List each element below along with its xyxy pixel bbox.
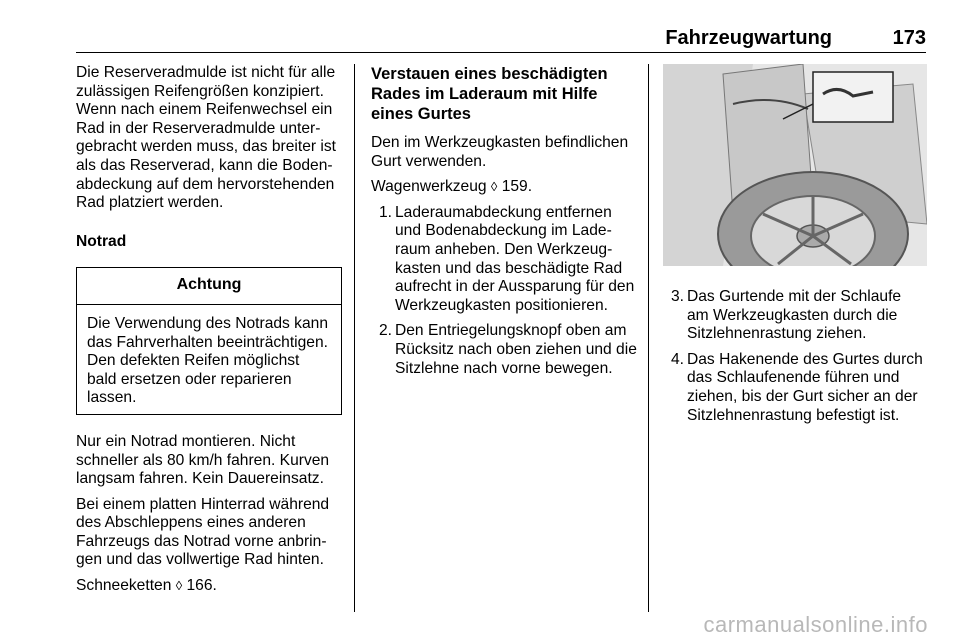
trunk-illustration	[663, 64, 927, 266]
step-number: 3.	[671, 288, 685, 305]
reference-page-link[interactable]: 166.	[186, 577, 217, 595]
reference-arrow-icon: ◊	[175, 578, 183, 594]
step-number: 4.	[671, 350, 685, 368]
tool-reference	[371, 178, 637, 197]
reference-arrow-icon: ◊	[490, 179, 498, 195]
column-divider	[648, 64, 649, 612]
notrad-paragraph-1: Nur ein Notrad montieren. Nicht schneller als 80 km/h fahren. Kurven langsam fahren. Kein Dauereinsatz.	[76, 432, 330, 488]
step-text: Das Gurtende mit der Schlaufe am Werkzeugkasten durch die Sitzlehnenrastung ziehen.	[687, 288, 902, 343]
watermark: carmanualsonline.info	[703, 612, 928, 637]
step-list	[371, 204, 637, 378]
section-heading: Verstauen eines beschädigten Rades im Laderaum mit Hilfe eines Gurtes	[371, 65, 608, 123]
notrad-heading: Notrad	[76, 232, 127, 250]
step-item	[371, 204, 637, 316]
warning-box	[76, 267, 342, 415]
intro-paragraph: Die Reserveradmulde ist nicht für alle zulässigen Reifengrößen konzipiert. Wenn nach einem Reifenwechsel ein Rad in der Reserveradmulde untergebracht werden muss, das breiter ist als das Reserverad, kann die Bodenabdeckung auf dem hervorstehenden Rad platziert werden.	[76, 64, 337, 212]
step-item	[663, 288, 927, 344]
step-text: Den Entriegelungsknopf oben am Rücksitz nach oben ziehen und die Sitzlehne nach vorne bewegen.	[395, 322, 637, 377]
step-number: 1.	[379, 203, 393, 221]
step-list	[663, 288, 927, 425]
step-item	[663, 351, 927, 425]
reference-label: Wagenwerkzeug	[371, 178, 487, 196]
notrad-paragraph-2: Bei einem platten Hinterrad während des Abschleppens eines anderen Fahrzeugs das Notrad vorne anbringen und das vollwertige Rad hinten.	[76, 495, 330, 569]
warning-text: Die Verwendung des Notrads kann das Fahrverhalten beeinträchtigen. Den defekten Reifen möglichst bald ersetzen oder reparieren lassen.	[87, 314, 328, 407]
header-title: Fahrzeugwartung	[665, 27, 832, 49]
belt-paragraph: Den im Werkzeugkasten befindlichen Gurt verwenden.	[371, 134, 629, 170]
column-middle	[371, 64, 637, 385]
page-number: 173	[892, 27, 926, 49]
step-text: Das Hakenende des Gurtes durch das Schlaufenende führen und ziehen, bis der Gurt sicher an der Sitzlehnenrastung befestigt ist.	[687, 350, 923, 424]
warning-title: Achtung	[77, 268, 341, 305]
column-divider	[354, 64, 355, 612]
column-left	[76, 64, 342, 603]
column-right	[663, 64, 927, 432]
page-header	[76, 26, 926, 53]
reference-label: Schneeketten	[76, 577, 172, 595]
reference-page-link[interactable]: 159.	[501, 178, 533, 196]
step-text: Laderaumabdeckung entfernen und Bodenabdeckung im Laderaum anheben. Den Werkzeugkasten und das beschädigte Rad aufrecht in der Aussparung für den Werkzeugkasten positionieren.	[395, 203, 635, 314]
snow-chain-reference	[76, 577, 342, 596]
step-number: 2.	[379, 322, 393, 340]
step-item	[371, 322, 637, 378]
